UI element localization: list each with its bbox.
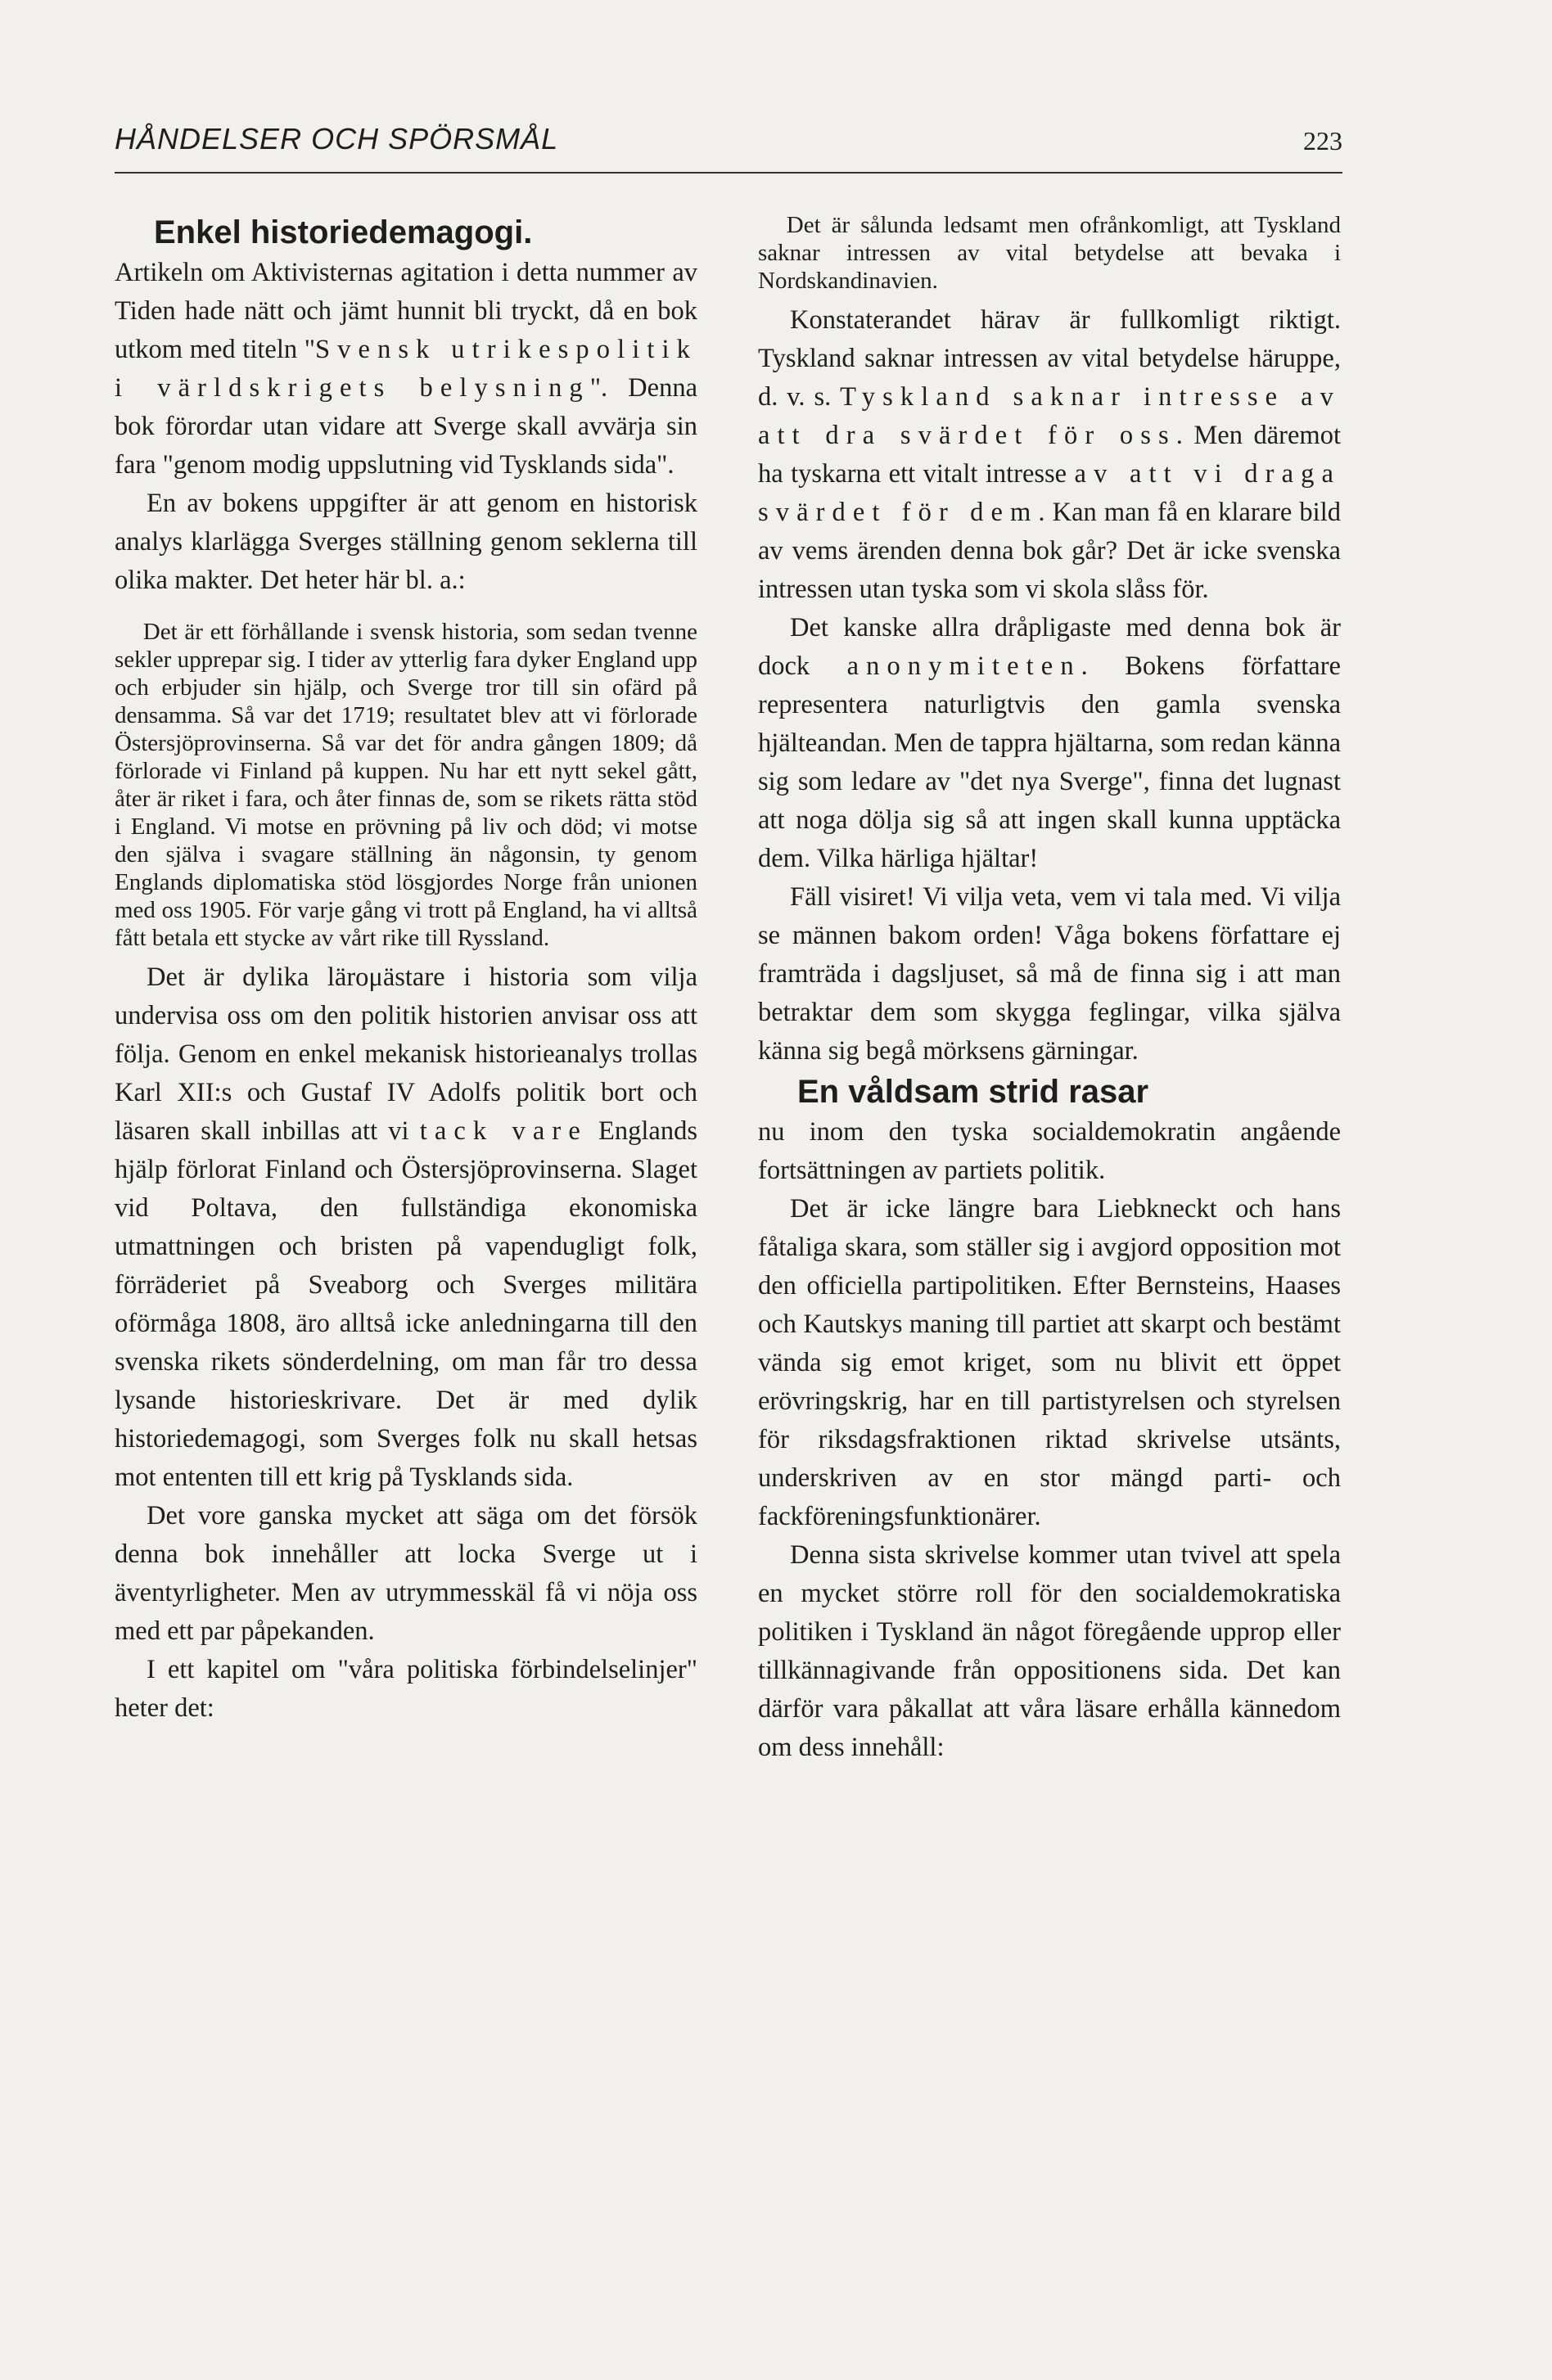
spaced-text: Tyskland saknar intresse av att dra svärdet för oss — [758, 382, 1341, 450]
quote-paragraph: Det är sålunda ledsamt men ofrånkomligt, att Tyskland saknar intressen av vital betydelse att bevaka i Nordskandinavien. — [758, 212, 1341, 294]
paragraph — [758, 301, 1341, 609]
spaced-text: av att vi draga svärdet för dem — [758, 459, 1341, 527]
right-column — [758, 211, 1341, 1767]
article-heading-valdsam-strid: En våldsam strid rasar — [797, 1074, 1149, 1110]
spaced-text: Svensk utrikespolitik i världskrigets belysning — [115, 335, 697, 403]
paragraph: Fäll visiret! Vi vilja veta, vem vi tala med. Vi vilja se männen bakom orden! Våga bokens författare ej framträda i dagsljuset, så må de finna sig i att man betraktar dem som skygga feglingar, vilka själva känna sig begå mörksens gärningar. — [758, 882, 1341, 1066]
paragraph: En av bokens uppgifter är att genom en historisk analys klarlägga Sverges ställning genom seklerna till olika makter. Det heter här bl. a.: — [115, 489, 697, 595]
text-run: ". Denna bok förordar utan vidare att Sverge skall avvärja sin fara "genom modig uppslutning vid Tysklands sida". — [115, 373, 697, 480]
text-run: Englands hjälp förlorat Finland och Östersjöprovinserna. Slaget vid Poltava, den fullständiga ekonomiska utmattningen och bristen på vapendugligt folk, förräderiet på Sveaborg och Sverges militära oförmåga 1808, äro alltså icke anledningarna till den svenska rikets sönderdelning, om man får tro dessa lysande historieskrivare. Det är med dylik historiedemagogi, som Sverges folk nu skall hetsas mot ententen till ett krig på Tysklands sida. — [115, 1116, 697, 1492]
text-run: . Kan man få en klarare bild av vems ärenden denna bok går? Det är icke svenska intressen utan tyska som vi skola slåss för. — [758, 498, 1341, 604]
spaced-text: anonymiteten — [846, 651, 1081, 681]
text-run: Artikeln om Aktivisternas agitation i detta nummer av Tiden hade nätt och jämt hunnit bli tryckt, då en bok utkom med titeln " — [115, 258, 697, 364]
paragraph: nu inom den tyska socialdemokratin angående fortsättningen av partiets politik. — [758, 1117, 1341, 1185]
text-run: Det är dylika lärομästare i historia som vilja undervisa oss om den politik historien anvisar oss att följa. Genom en enkel mekanisk historieanalys trollas Karl XII:s och Gustaf IV Adolfs politik bort och läsaren skall inbillas att vi — [115, 962, 697, 1146]
paragraph — [758, 609, 1341, 878]
paragraph: Denna sista skrivelse kommer utan tvivel att spela en mycket större roll för den socialdemokratiska politiken i Tyskland än något föregående upprop eller tillkännagivande från oppositionens sida. Det kan därför vara påkallat att våra läsare erhålla kännedom om dess innehåll: — [758, 1540, 1341, 1762]
running-title: HÅNDELSER OCH SPÖRSMÅL — [115, 122, 559, 156]
article-heading-historiedemagogi: Enkel historiedemagogi. — [154, 214, 533, 250]
block-quote — [758, 211, 1341, 295]
page-number: 223 — [1303, 126, 1342, 156]
text-run: . Men däremot ha tyskarna ett vitalt intresse — [758, 421, 1341, 489]
running-head — [115, 123, 1342, 174]
block-quote — [115, 618, 697, 952]
paragraph: I ett kapitel om "våra politiska förbindelselinjer" heter det: — [115, 1655, 697, 1723]
paragraph — [115, 958, 697, 1497]
quote-paragraph: Det är ett förhållande i svensk historia, som sedan tvenne sekler upprepar sig. I tider av ytterlig fara dyker England upp och erbjuder sin hjälp, och Sverge tror till sin ofärd på densamma. Så var det 1719; resultatet blev att vi förlorade Östersjöprovinserna. Så var det för andra gången 1809; då förlorade vi Finland på kuppen. Nu har ett nytt sekel gått, åter är riket i fara, och åter finnas de, som se rikets rätta stöd i England. Vi motse en prövning på liv och död; vi motse den själva i svagare ställning än någonsin, ty genom Englands diplomatiska stöd lösgjordes Norge från unionen med oss 1905. För varje gång vi trott på England, ha vi alltså fått betala ett stycke av vårt rike till Ryssland. — [115, 619, 697, 951]
text-run: Konstaterandet härav är fullkomligt riktigt. Tyskland saknar intressen av vital betydelse häruppe, d. v. s. — [758, 305, 1341, 412]
paragraph: Det är icke längre bara Liebkneckt och hans fåtaliga skara, som ställer sig i avgjord opposition mot den officiella partipolitiken. Efter Bernsteins, Haases och Kautskys maning till partiet att skarpt och bestämt vända sig emot kriget, som nu blivit ett öppet erövringskrig, har en till partistyrelsen och styrelsen för riksdagsfraktionen riktad skrivelse utsänts, underskriven av en stor mängd parti- och fackföreningsfunktionärer. — [758, 1194, 1341, 1531]
text-run: . Bokens författare representera naturligtvis den gamla svenska hjälteandan. Men de tappra hjältarna, som redan känna sig som ledare av "det nya Sverge", finna det lugnast att noga dölja sig så att ingen skall kunna upptäcka dem. Vilka härliga hjältar! — [758, 651, 1342, 873]
paragraph — [115, 254, 697, 485]
left-column — [115, 211, 697, 1728]
paragraph: Det vore ganska mycket att säga om det försök denna bok innehåller att locka Sverge ut i äventyrligheter. Men av utrymmesskäl få vi nöja oss med ett par påpekanden. — [115, 1501, 697, 1646]
spaced-text: tack vare — [419, 1116, 588, 1146]
text-run: Det kanske allra dråpligaste med denna bok är dock — [758, 613, 1341, 681]
